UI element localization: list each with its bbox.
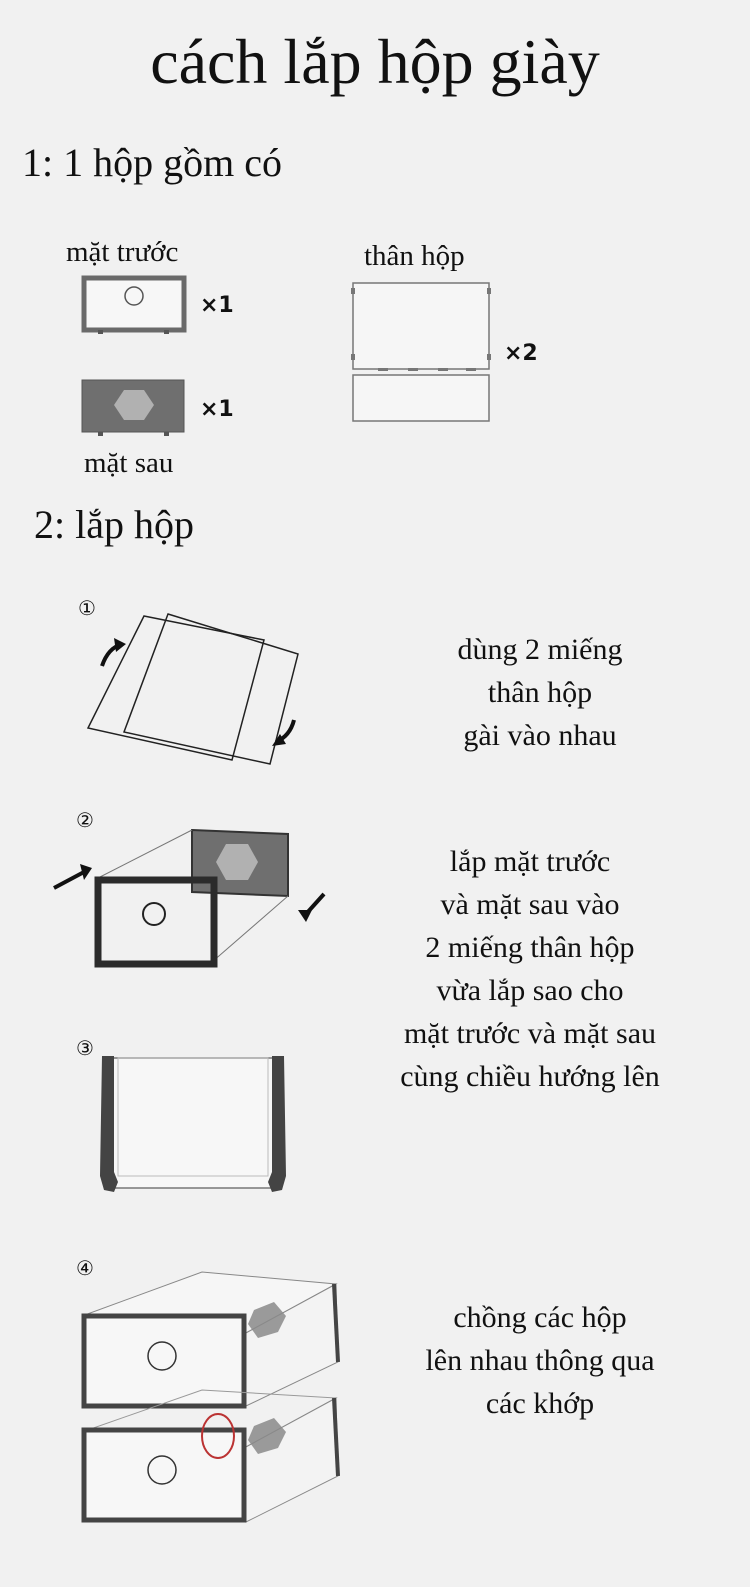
step-2-description <box>360 840 700 1098</box>
step-2-line: mặt trước và mặt sau <box>403 1017 657 1050</box>
step-2-line: lắp mặt trước <box>449 845 611 878</box>
step-4-line: các khớp <box>485 1387 595 1420</box>
step-2-line: cùng chiều hướng lên <box>400 1060 660 1093</box>
back-panel-label: mặt sau <box>84 447 174 479</box>
step-1-illustration <box>80 608 310 778</box>
step-2-illustration <box>52 822 312 972</box>
step-2-line: và mặt sau vào <box>440 888 620 921</box>
section-2-heading: 2: lắp hộp <box>34 502 194 547</box>
step-1-marker: ① <box>78 596 96 620</box>
step-1-description <box>380 628 700 757</box>
step-4-illustration <box>78 1266 348 1556</box>
front-panel-count: ×1 <box>200 293 234 318</box>
front-panel-illustration <box>80 274 190 340</box>
page-title: cách lắp hộp giày <box>150 26 600 97</box>
step-1-line: gài vào nhau <box>463 719 617 752</box>
front-panel-label: mặt trước <box>66 236 179 268</box>
step-1-line: dùng 2 miếng <box>457 633 623 666</box>
back-panel-illustration <box>80 378 190 438</box>
step-4-marker: ④ <box>76 1256 94 1280</box>
step-3-marker: ③ <box>76 1036 94 1060</box>
step-1-line: thân hộp <box>487 676 593 709</box>
body-piece-count: ×2 <box>504 341 538 366</box>
section-1-heading: 1: 1 hộp gồm có <box>22 140 282 185</box>
step-2-line: 2 miếng thân hộp <box>425 931 635 964</box>
body-piece-label: thân hộp <box>364 240 465 272</box>
step-2-line: vừa lắp sao cho <box>436 974 624 1007</box>
step-2-marker: ② <box>76 808 94 832</box>
body-pieces-illustration <box>348 278 498 428</box>
back-panel-count: ×1 <box>200 397 234 422</box>
step-4-description <box>380 1296 700 1425</box>
step-4-line: lên nhau thông qua <box>425 1344 655 1377</box>
step-4-line: chồng các hộp <box>453 1301 627 1334</box>
step-3-illustration <box>96 1052 296 1200</box>
